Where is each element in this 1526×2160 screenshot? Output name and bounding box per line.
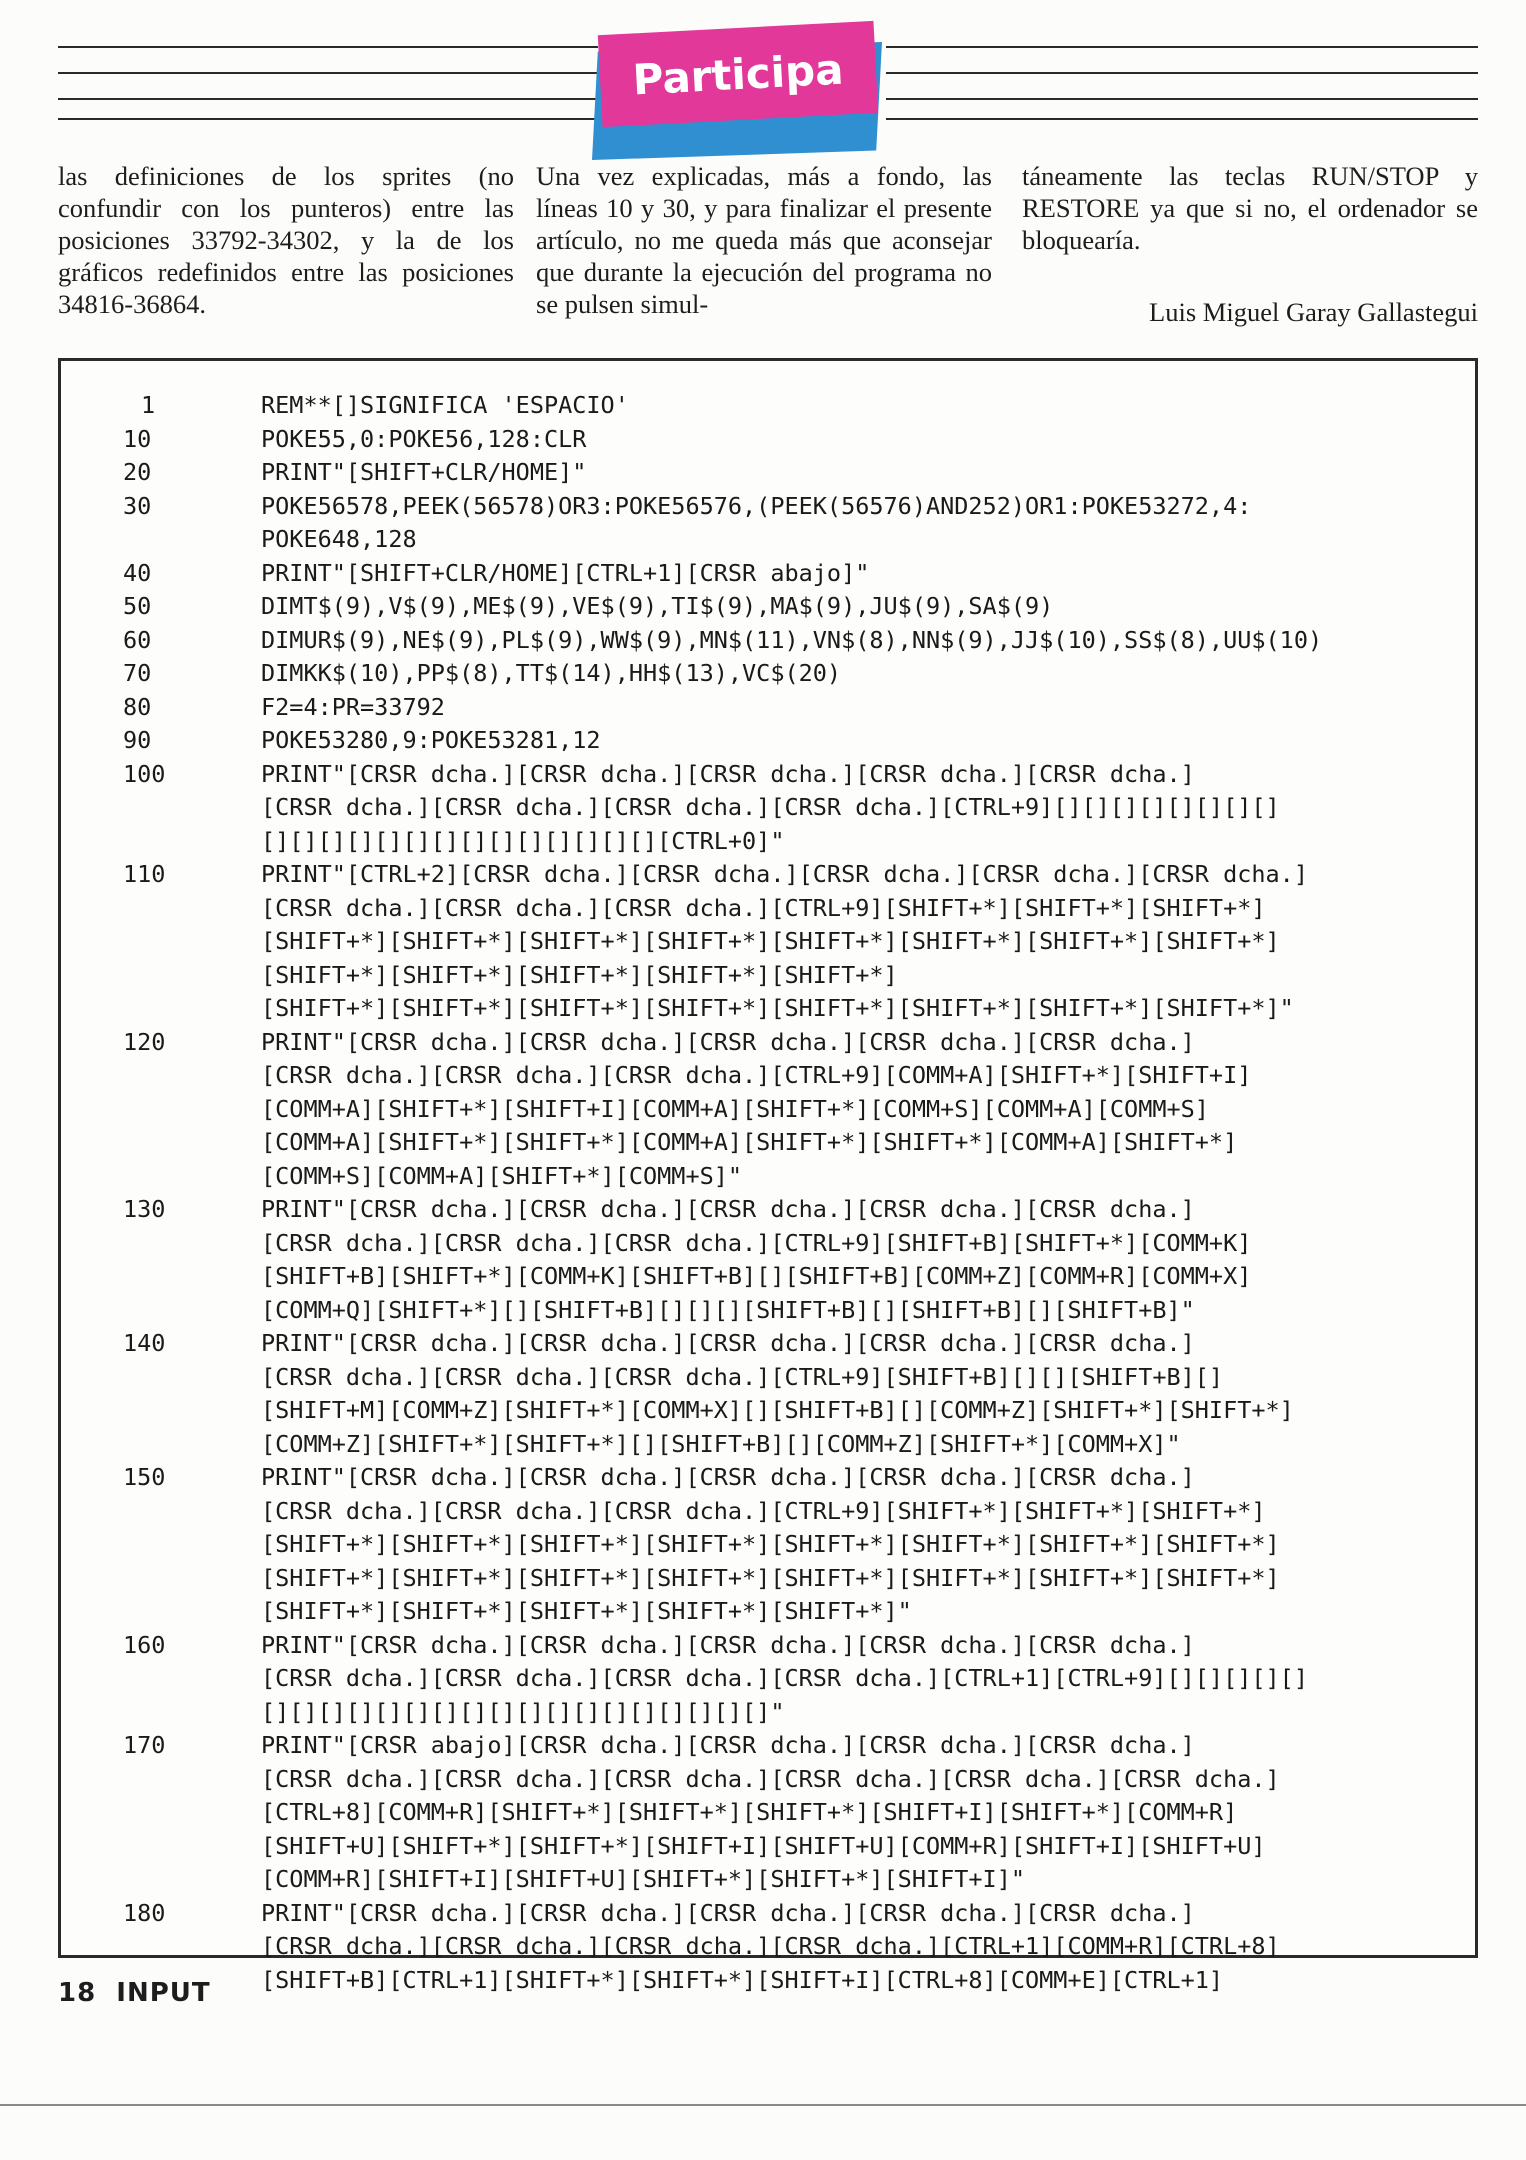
listing-line	[123, 1461, 1455, 1629]
line-code: [SHIFT+U][SHIFT+*][SHIFT+*][SHIFT+I][SHIFT+U][COMM+R][SHIFT+I][SHIFT+U]	[261, 1831, 1266, 1860]
section-tag-label: Participa	[631, 44, 845, 104]
line-code: POKE56578,PEEK(56578)OR3:POKE56576,(PEEK(56576)AND252)OR1:POKE53272,4:	[261, 491, 1252, 520]
article-text-3: táneamente las teclas RUN/STOP y RESTORE ya que si no, el ordenador se bloquearía.	[1022, 161, 1478, 255]
line-number: 20	[123, 458, 152, 486]
line-code: [COMM+A][SHIFT+*][SHIFT+I][COMM+A][SHIFT+*][COMM+S][COMM+A][COMM+S]	[261, 1094, 1209, 1123]
line-code: [COMM+Q][SHIFT+*][][SHIFT+B][][][][SHIFT+B][][SHIFT+B][][SHIFT+B]"	[261, 1295, 1195, 1324]
line-code: [SHIFT+*][SHIFT+*][SHIFT+*][SHIFT+*][SHIFT+*][SHIFT+*][SHIFT+*][SHIFT+*]	[261, 1563, 1280, 1592]
line-code: [CTRL+8][COMM+R][SHIFT+*][SHIFT+*][SHIFT+*][SHIFT+I][SHIFT+*][COMM+R]	[261, 1798, 1238, 1826]
listing-line	[123, 1629, 1455, 1730]
line-number: 170	[123, 1731, 166, 1759]
listing-line	[123, 490, 1455, 557]
line-code: DIMUR$(9),NE$(9),PL$(9),WW$(9),MN$(11),VN$(8),NN$(9),JJ$(10),SS$(8),UU$(10)	[261, 625, 1323, 654]
listing-line	[123, 624, 1455, 658]
line-code: [][][][][][][][][][][][][][][CTRL+0]"	[261, 826, 785, 855]
line-number: 10	[123, 424, 152, 453]
header-rule-6	[886, 72, 1478, 74]
listing-line	[123, 858, 1455, 1026]
line-number: 80	[123, 692, 152, 721]
line-code: [COMM+S][COMM+A][SHIFT+*][COMM+S]"	[261, 1161, 743, 1190]
line-code: [CRSR dcha.][CRSR dcha.][CRSR dcha.][CTRL+9][SHIFT+*][SHIFT+*][SHIFT+*]	[261, 893, 1266, 922]
article-text-1: las definiciones de los sprites (no confundir con los punteros) entre las posiciones 33792-34302, y la de los gráficos redefinidos entre las posiciones 34816-36864.	[58, 161, 514, 319]
line-code: [SHIFT+*][SHIFT+*][SHIFT+*][SHIFT+*][SHIFT+*][SHIFT+*][SHIFT+*][SHIFT+*]	[261, 927, 1280, 955]
line-code: [SHIFT+B][SHIFT+*][COMM+K][SHIFT+B][][SHIFT+B][COMM+Z][COMM+R][COMM+X]	[261, 1262, 1252, 1290]
listing-line	[123, 423, 1455, 457]
article-column-2	[536, 160, 992, 320]
listing-line	[123, 1729, 1455, 1897]
header-rule-3	[58, 98, 598, 100]
listing-line	[123, 691, 1455, 725]
line-code: PRINT"[CRSR dcha.][CRSR dcha.][CRSR dcha.][CRSR dcha.][CRSR dcha.]	[261, 1027, 1195, 1056]
line-number: 30	[123, 491, 152, 520]
listing-line	[123, 1327, 1455, 1461]
line-code: DIMT$(9),V$(9),ME$(9),VE$(9),TI$(9),MA$(9),JU$(9),SA$(9)	[261, 592, 1054, 620]
listing-line	[123, 657, 1455, 691]
listing-line	[123, 557, 1455, 591]
line-code: PRINT"[CRSR dcha.][CRSR dcha.][CRSR dcha.][CRSR dcha.][CRSR dcha.]	[261, 1329, 1195, 1357]
line-number: 70	[123, 659, 152, 687]
line-code: [SHIFT+M][COMM+Z][SHIFT+*][COMM+X][][SHIFT+B][][COMM+Z][SHIFT+*][SHIFT+*]	[261, 1396, 1294, 1424]
line-number: 40	[123, 558, 152, 587]
line-code: DIMKK$(10),PP$(8),TT$(14),HH$(13),VC$(20)	[261, 659, 842, 687]
listing-line	[123, 1193, 1455, 1327]
line-code: [CRSR dcha.][CRSR dcha.][CRSR dcha.][CRSR dcha.][CTRL+9][][][][][][][][]	[261, 793, 1280, 821]
section-tag	[598, 21, 878, 127]
line-code: [SHIFT+*][SHIFT+*][SHIFT+*][SHIFT+*][SHIFT+*][SHIFT+*][SHIFT+*][SHIFT+*]"	[261, 994, 1294, 1022]
line-code: [COMM+Z][SHIFT+*][SHIFT+*][][SHIFT+B][][COMM+Z][SHIFT+*][COMM+X]"	[261, 1429, 1181, 1458]
listing-line	[123, 590, 1455, 624]
header-rule-4	[58, 118, 598, 120]
line-code: POKE55,0:POKE56,128:CLR	[261, 424, 587, 453]
line-code: [SHIFT+*][SHIFT+*][SHIFT+*][SHIFT+*][SHIFT+*]	[261, 960, 898, 989]
listing-line	[123, 1026, 1455, 1194]
line-code: REM**[]SIGNIFICA 'ESPACIO'	[261, 391, 629, 419]
line-code: PRINT"[CRSR dcha.][CRSR dcha.][CRSR dcha.][CRSR dcha.][CRSR dcha.]	[261, 1630, 1195, 1659]
line-number: 90	[123, 726, 152, 754]
article-column-3	[1022, 160, 1478, 328]
line-code: PRINT"[CRSR dcha.][CRSR dcha.][CRSR dcha.][CRSR dcha.][CRSR dcha.]	[261, 1195, 1195, 1223]
listing-line	[123, 456, 1455, 490]
page-bottom-rule	[0, 2104, 1526, 2106]
header-rule-7	[886, 98, 1478, 100]
line-code: [SHIFT+*][SHIFT+*][SHIFT+*][SHIFT+*][SHIFT+*][SHIFT+*][SHIFT+*][SHIFT+*]	[261, 1530, 1280, 1558]
line-code: [][][][][][][][][][][][][][][][][][]"	[261, 1697, 785, 1726]
article-column-1	[58, 160, 514, 320]
line-code: [CRSR dcha.][CRSR dcha.][CRSR dcha.][CRSR dcha.][CRSR dcha.][CRSR dcha.]	[261, 1764, 1280, 1793]
program-listing	[123, 389, 1455, 1997]
line-number: 100	[123, 759, 166, 788]
header-rule-1	[58, 46, 598, 48]
line-number: 110	[123, 860, 166, 888]
line-number: 140	[123, 1329, 166, 1357]
line-code: PRINT"[CRSR dcha.][CRSR dcha.][CRSR dcha.][CRSR dcha.][CRSR dcha.]	[261, 1898, 1195, 1927]
line-code: [CRSR dcha.][CRSR dcha.][CRSR dcha.][CRSR dcha.][CTRL+1][CTRL+9][][][][][]	[261, 1664, 1308, 1692]
listing-line	[123, 758, 1455, 859]
line-code: PRINT"[CRSR abajo][CRSR dcha.][CRSR dcha.][CRSR dcha.][CRSR dcha.]	[261, 1731, 1195, 1759]
article-text-2: Una vez explicadas, más a fondo, las líneas 10 y 30, y para finalizar el presente artículo, no me queda más que aconsejar que durante la ejecución del programa no se pulsen simul-	[536, 161, 992, 319]
line-number: 1	[141, 391, 156, 419]
header-rule-5	[886, 46, 1478, 48]
page-footer	[58, 1978, 211, 2008]
line-code: [CRSR dcha.][CRSR dcha.][CRSR dcha.][CTRL+9][SHIFT+B][][][SHIFT+B][]	[261, 1362, 1224, 1391]
line-number: 150	[123, 1463, 166, 1491]
line-number: 130	[123, 1195, 166, 1223]
line-code: PRINT"[SHIFT+CLR/HOME]"	[261, 458, 587, 486]
line-number: 120	[123, 1027, 166, 1056]
listing-line	[123, 1897, 1455, 1998]
line-code: PRINT"[CRSR dcha.][CRSR dcha.][CRSR dcha.][CRSR dcha.][CRSR dcha.]	[261, 1463, 1195, 1491]
line-code: PRINT"[CTRL+2][CRSR dcha.][CRSR dcha.][CRSR dcha.][CRSR dcha.][CRSR dcha.]	[261, 860, 1308, 888]
line-code: [COMM+A][SHIFT+*][SHIFT+*][COMM+A][SHIFT+*][SHIFT+*][COMM+A][SHIFT+*]	[261, 1128, 1238, 1156]
line-code: [SHIFT+B][CTRL+1][SHIFT+*][SHIFT+*][SHIFT+I][CTRL+8][COMM+E][CTRL+1]	[261, 1965, 1224, 1994]
line-code: [CRSR dcha.][CRSR dcha.][CRSR dcha.][CRSR dcha.][CTRL+1][COMM+R][CTRL+8]	[261, 1932, 1280, 1960]
line-number: 60	[123, 625, 152, 654]
line-code: PRINT"[SHIFT+CLR/HOME][CTRL+1][CRSR abajo]"	[261, 558, 870, 587]
line-code: [CRSR dcha.][CRSR dcha.][CRSR dcha.][CTRL+9][COMM+A][SHIFT+*][SHIFT+I]	[261, 1061, 1252, 1089]
line-code: PRINT"[CRSR dcha.][CRSR dcha.][CRSR dcha.][CRSR dcha.][CRSR dcha.]	[261, 759, 1195, 788]
line-number: 50	[123, 592, 152, 620]
listing-line	[123, 724, 1455, 758]
line-number: 160	[123, 1630, 166, 1659]
article-author: Luis Miguel Garay Gallastegui	[1149, 297, 1478, 327]
line-code: [CRSR dcha.][CRSR dcha.][CRSR dcha.][CTRL+9][SHIFT+*][SHIFT+*][SHIFT+*]	[261, 1496, 1266, 1525]
line-code: [CRSR dcha.][CRSR dcha.][CRSR dcha.][CTRL+9][SHIFT+B][SHIFT+*][COMM+K]	[261, 1228, 1252, 1257]
line-code: [SHIFT+*][SHIFT+*][SHIFT+*][SHIFT+*][SHIFT+*]"	[261, 1597, 912, 1625]
listing-line	[123, 389, 1455, 423]
line-code: [COMM+R][SHIFT+I][SHIFT+U][SHIFT+*][SHIFT+*][SHIFT+I]"	[261, 1865, 1026, 1893]
line-code: POKE53280,9:POKE53281,12	[261, 726, 601, 754]
line-number: 180	[123, 1898, 166, 1927]
magazine-name: INPUT	[116, 1978, 211, 2008]
header-rule-8	[886, 118, 1478, 120]
line-code: POKE648,128	[261, 525, 417, 553]
line-code: F2=4:PR=33792	[261, 692, 445, 721]
page-number: 18	[58, 1978, 97, 2008]
header-rule-2	[58, 72, 598, 74]
